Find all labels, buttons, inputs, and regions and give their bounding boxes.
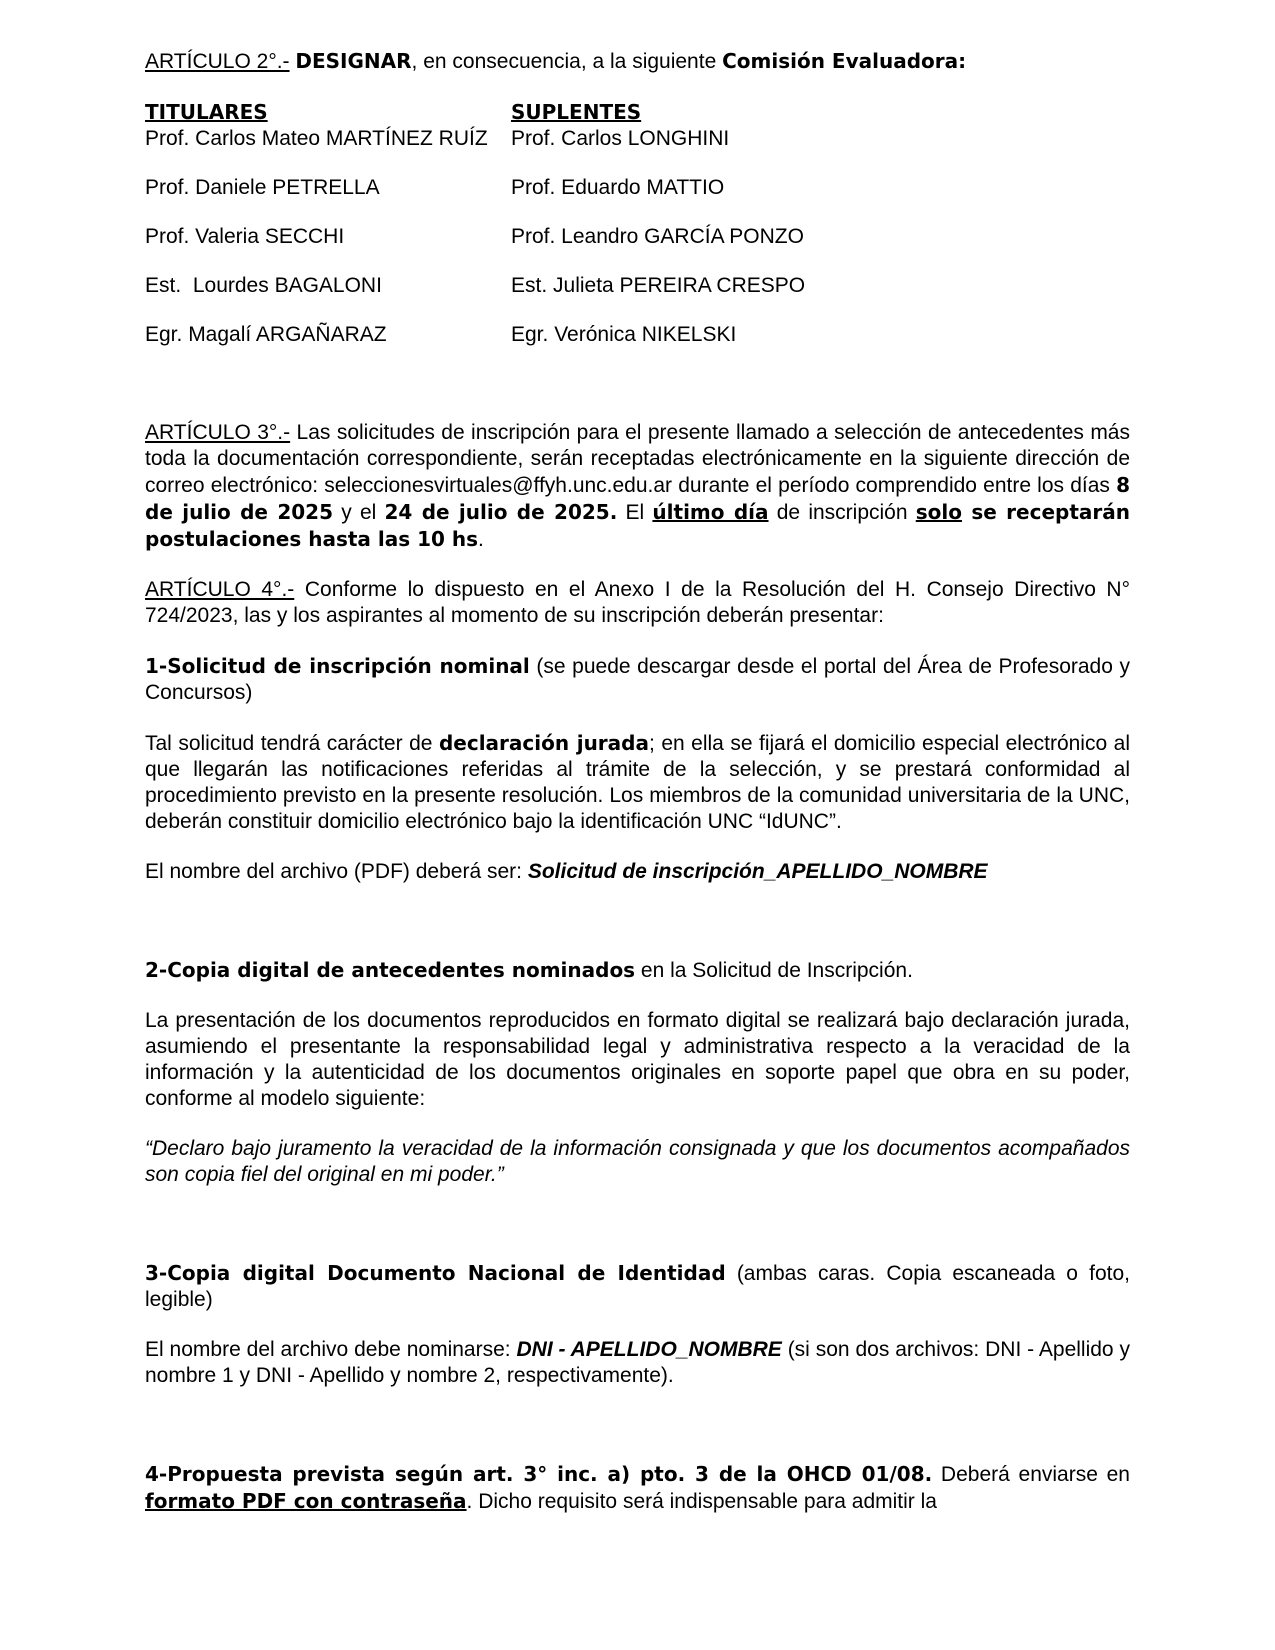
article-3-text: . — [478, 528, 484, 551]
item-2-title — [145, 957, 1130, 984]
titular-member: Prof. Daniele PETRELLA — [145, 176, 380, 199]
item-3-paragraph — [145, 1337, 1130, 1389]
item-4-heading: 4-Propuesta prevista según art. 3° inc. a) pto. 3 de la OHCD 01/08. — [145, 1462, 933, 1486]
titulares-header: TITULARES — [145, 100, 268, 124]
item-3-heading: 3-Copia digital Documento Nacional de Identidad — [145, 1261, 726, 1285]
item-2-note: en la Solicitud de Inscripción. — [635, 959, 913, 982]
filename-label: El nombre del archivo (PDF) deberá ser: — [145, 860, 528, 883]
article-2-verb: DESIGNAR — [295, 49, 412, 73]
suplente-member: Est. Julieta PEREIRA CRESPO — [511, 274, 806, 297]
titular-member: Egr. Magalí ARGAÑARAZ — [145, 323, 387, 346]
article-2-label: ARTÍCULO 2°.- — [145, 50, 290, 73]
article-3-text: El — [617, 501, 653, 524]
pdf-password-format: formato PDF con contraseña — [145, 1489, 467, 1513]
item-2-quote: “Declaro bajo juramento la veracidad de la información consignada y que los documentos acompañados son copia fiel del original en mi poder.” — [145, 1137, 1130, 1186]
item-4-text: . Dicho requisito será indispensable para admitir la — [466, 1490, 937, 1513]
suplente-member: Prof. Leandro GARCÍA PONZO — [511, 225, 804, 248]
start-date: 8 de julio de 2025 — [145, 473, 1130, 524]
item-2-paragraph: La presentación de los documentos reproducidos en formato digital se realizará bajo declaración jurada, asumiendo el presentante la responsabilidad legal y administrativa respecto a la veracidad de la información y la autenticidad de los documentos originales en soporte papel que obra en su poder, conforme al modelo siguiente: — [145, 1009, 1130, 1110]
item-1-heading: 1-Solicitud de inscripción nominal — [145, 654, 530, 678]
suplente-member: Prof. Eduardo MATTIO — [511, 176, 725, 199]
solo-emphasis: solo — [915, 500, 962, 524]
item-3-text: (si son dos archivos: DNI - Apellido y nombre 1 y DNI - Apellido y nombre 2, respectivamente). — [145, 1338, 1130, 1387]
article-3-text: y el — [333, 501, 385, 524]
article-4 — [145, 577, 1130, 629]
item-1-filename — [145, 859, 1130, 885]
titular-member: Prof. Valeria SECCHI — [145, 225, 345, 248]
article-3 — [145, 420, 1130, 553]
filename-value: Solicitud de inscripción_APELLIDO_NOMBRE — [527, 860, 988, 883]
suplente-member: Egr. Verónica NIKELSKI — [511, 323, 737, 346]
document-page — [145, 48, 1130, 1515]
item-1-note: (se puede descargar desde el portal del Área de Profesorado y Concursos) — [145, 655, 1130, 704]
item-3-text: El nombre del archivo debe nominarse: — [145, 1338, 517, 1361]
article-2-text: , en consecuencia, a la siguiente — [411, 50, 723, 73]
item-1-paragraph — [145, 730, 1130, 835]
committee-row — [145, 175, 1130, 201]
article-2 — [145, 48, 1130, 75]
article-4-label: ARTÍCULO 4°.- — [145, 578, 295, 601]
item-3-title — [145, 1260, 1130, 1313]
committee-row — [145, 126, 1130, 152]
titular-member: Est. Lourdes BAGALONI — [145, 274, 382, 297]
item-1-text: Tal solicitud tendrá carácter de — [145, 732, 439, 755]
suplentes-header: SUPLENTES — [511, 100, 642, 124]
item-1-text: ; en ella se fijará el domicilio especial electrónico al que llegarán las notificaciones referidas al trámite de la selección, y se prestará conformidad al procedimiento previsto en la presente resolución. Los miembros de la comunidad universitaria de la UNC, deberán constituir domicilio electrónico bajo la identificación UNC “IdUNC”. — [145, 732, 1130, 833]
committee-row — [145, 273, 1130, 299]
deadline-hour: se receptarán postulaciones hasta las 10 hs — [145, 500, 1130, 551]
article-3-text: de inscripción — [768, 501, 916, 524]
item-4-paragraph — [145, 1461, 1130, 1515]
item-4-text: Deberá enviarse en — [932, 1463, 1130, 1486]
committee-row — [145, 322, 1130, 348]
article-3-label: ARTÍCULO 3°.- — [145, 421, 291, 444]
end-date: 24 de julio de 2025. — [384, 500, 618, 524]
article-4-text: Conforme lo dispuesto en el Anexo I de la Resolución del H. Consejo Directivo N° 724/2023, las y los aspirantes al momento de su inscripción deberán presentar: — [145, 578, 1130, 627]
last-day: último día — [652, 500, 769, 524]
article-3-text: Las solicitudes de inscripción para el presente llamado a selección de antecedentes más toda la documentación correspondiente, serán receptadas electrónicamente en la siguiente dirección de correo electrónico: seleccionesvirtuales@ffyh.unc.edu.ar durante el período comprendido entre los días — [145, 421, 1130, 497]
committee-row — [145, 224, 1130, 250]
titular-member: Prof. Carlos Mateo MARTÍNEZ RUÍZ — [145, 127, 488, 150]
suplente-member: Prof. Carlos LONGHINI — [511, 127, 730, 150]
commission-title: Comisión Evaluadora: — [722, 49, 967, 73]
item-2-heading: 2-Copia digital de antecedentes nominados — [145, 958, 636, 982]
committee-table — [145, 99, 1130, 348]
item-3-note: (ambas caras. Copia escaneada o foto, legible) — [145, 1262, 1130, 1311]
committee-header-row — [145, 99, 1130, 126]
dni-filename: DNI - APELLIDO_NOMBRE — [516, 1338, 782, 1361]
item-1-title — [145, 653, 1130, 706]
declaracion-jurada: declaración jurada — [438, 731, 649, 755]
